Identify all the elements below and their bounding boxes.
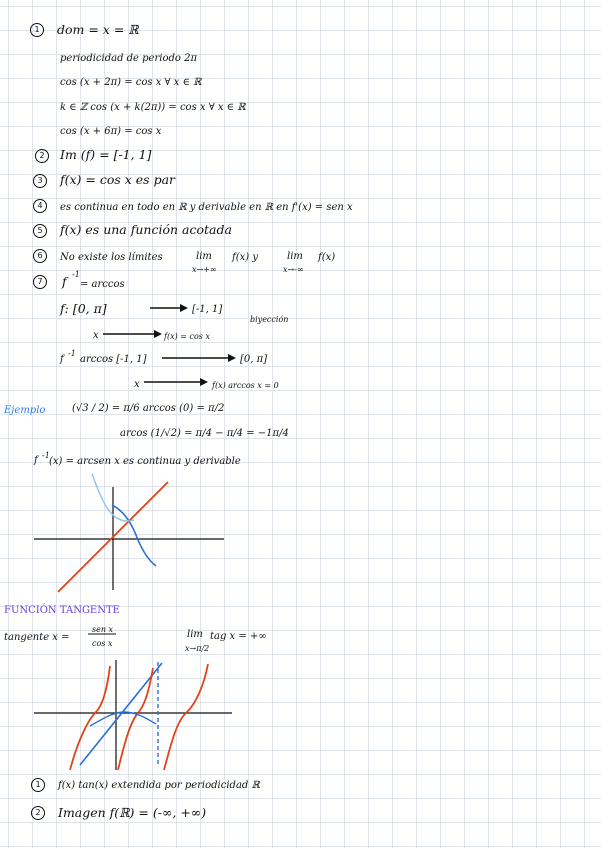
note-inv2-x: x	[134, 379, 140, 390]
note-arcsen: (x) = arcsen x es continua y derivable	[49, 456, 241, 467]
note-map-fx: f(x) = cos x	[164, 332, 210, 341]
bullet-3: 3	[33, 174, 47, 188]
bullet-4: 4	[33, 199, 47, 213]
note-inv2-fx: f(x) arccos x = 0	[212, 381, 279, 390]
note-arcsen-f: f	[34, 455, 38, 466]
bullet-5: 5	[33, 224, 47, 238]
example-line-2: arcos (1/√2) = π/4 − π/4 = −1π/4	[120, 428, 289, 439]
note-cos-6pi: cos (x + 6π) = cos x	[60, 126, 162, 137]
example-line-1: (√3 / 2) = π/6 arccos (0) = π/2	[72, 403, 225, 414]
note-arcsen-sup: -1	[42, 451, 50, 460]
note-map-range: [-1, 1]	[192, 304, 223, 315]
note-inv2-arccos: arccos [-1, 1]	[80, 354, 147, 365]
note-limits-fx1: f(x) y	[232, 252, 258, 263]
bullet-1: 1	[30, 23, 44, 37]
bullet-7: 7	[33, 275, 47, 289]
note-image: Im (f) = [-1, 1]	[60, 147, 152, 162]
tangent-image: Imagen f(ℝ) = (-∞, +∞)	[58, 805, 207, 820]
tangent-denominator: cos x	[92, 639, 113, 648]
bullet-6: 6	[33, 249, 47, 263]
graph2-arctan-curve	[90, 712, 156, 726]
tangent-lim-value: tag x = +∞	[210, 631, 267, 642]
note-domain: dom = x = ℝ	[57, 22, 139, 37]
note-limits-sub1: x→+∞	[192, 265, 217, 274]
note-periodicity: periodicidad de periodo 2π	[60, 53, 198, 64]
note-limits: No existe los límites	[60, 252, 163, 263]
tangent-periodic: f(x) tan(x) extendida por periodicidad ℝ	[58, 780, 260, 791]
note-inv2-range: [0, π]	[240, 354, 268, 365]
note-continuous: es continua en todo en ℝ y derivable en ℝ en f'(x) = sen x	[60, 202, 353, 213]
bullet-2: 2	[35, 149, 49, 163]
note-inverse-sup: -1	[72, 270, 80, 279]
note-limits-fx2: f(x)	[318, 252, 336, 263]
note-limits-lim2: lim	[287, 251, 303, 262]
note-inv2-f: f	[60, 354, 64, 365]
tangent-title: FUNCIÓN TANGENTE	[4, 605, 120, 616]
example-label: Ejemplo	[4, 405, 46, 416]
note-inv2-sup: -1	[68, 349, 76, 358]
tangent-lim: lim	[187, 629, 203, 640]
note-cos-kperiod: k ∈ ℤ cos (x + k(2π)) = cos x ∀ x ∈ ℝ	[60, 102, 246, 113]
note-bounded: f(x) es una función acotada	[60, 222, 232, 237]
note-even: f(x) = cos x es par	[60, 172, 176, 187]
note-bijection: biyección	[250, 315, 289, 324]
note-cos-period: cos (x + 2π) = cos x ∀ x ∈ ℝ	[60, 77, 202, 88]
graph2-tan-branch-right	[164, 664, 208, 770]
graph2-diagonal	[80, 663, 162, 765]
note-limits-sub2: x→-∞	[283, 265, 304, 274]
bullet-end-2: 2	[31, 806, 45, 820]
note-inverse-f: f	[62, 274, 67, 289]
tangent-lim-sub: x→π/2	[185, 644, 210, 653]
note-map-x: x	[93, 330, 99, 341]
bullet-end-1: 1	[31, 778, 45, 792]
note-limits-lim1: lim	[196, 251, 212, 262]
note-inverse-arccos: = arccos	[80, 279, 125, 290]
note-map-domain: f: [0, π]	[60, 301, 107, 316]
tangent-numerator: sen x	[92, 625, 114, 634]
tangent-def: tangente x =	[4, 632, 70, 643]
